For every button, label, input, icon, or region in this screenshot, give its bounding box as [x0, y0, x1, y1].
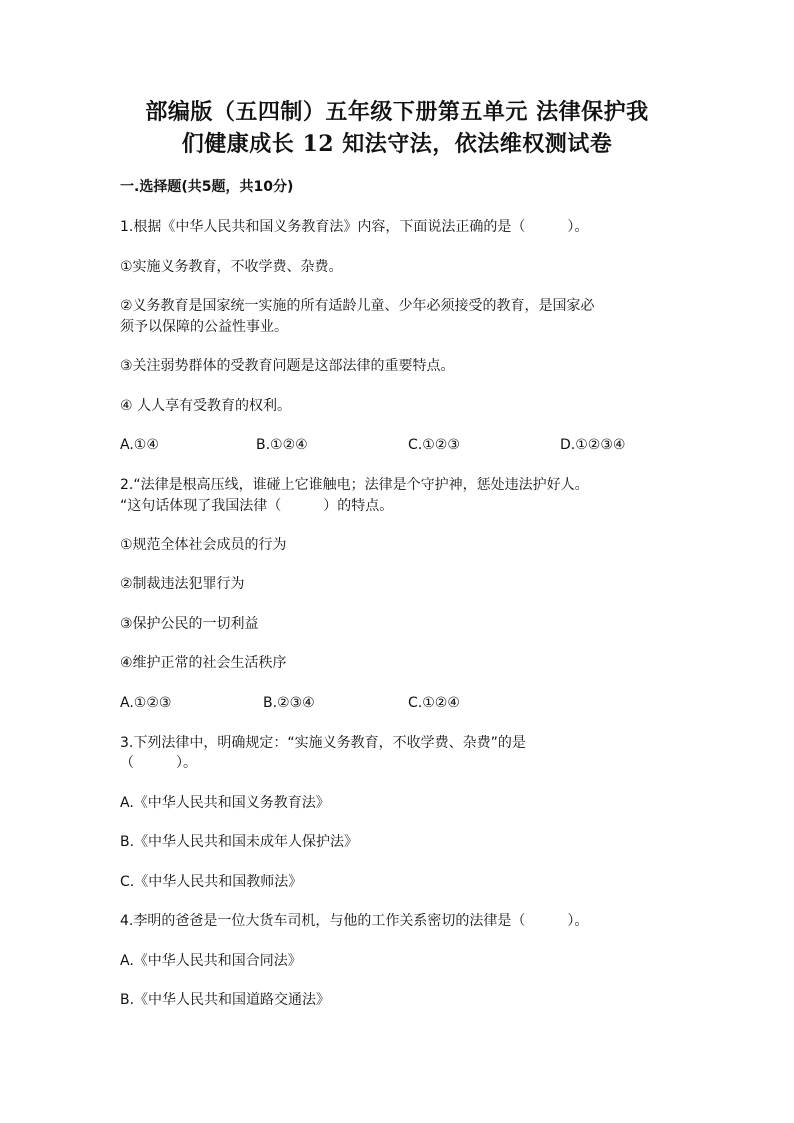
question-3-option-c[interactable]: C.《中华人民共和国教师法》 [120, 874, 303, 890]
question-4-stem: 4.李明的爸爸是一位大货车司机，与他的工作关系密切的法律是（ ）。 [120, 913, 589, 929]
question-2-option-a[interactable]: A.①②③ [120, 695, 172, 711]
question-3-stem-1: 3.下列法律中，明确规定：“实施义务教育，不收学费、杂费”的是 [120, 735, 526, 751]
question-3-stem-2: （ ）。 [120, 755, 197, 771]
section-heading: 一.选择题(共5题，共10分) [120, 179, 294, 195]
question-1-option-a[interactable]: A.①④ [120, 437, 159, 453]
page-title [60, 96, 734, 160]
question-2-stem-1: 2.“法律是根高压线，谁碰上它谁触电；法律是个守护神，惩处违法护好人。 [120, 477, 589, 493]
question-2-stem-2: “这句话体现了我国法律（ ）的特点。 [120, 498, 394, 514]
question-4-option-a[interactable]: A.《中华人民共和国合同法》 [120, 953, 302, 969]
title-line-1: 部编版（五四制）五年级下册第五单元 法律保护我 [145, 99, 649, 125]
question-3-option-b[interactable]: B.《中华人民共和国未成年人保护法》 [120, 834, 359, 850]
question-1-stem: 1.根据《中华人民共和国义务教育法》内容，下面说法正确的是（ ）。 [120, 219, 589, 235]
question-1-item-2: ②义务教育是国家统一实施的所有适龄儿童、少年必须接受的教育，是国家必 [120, 298, 595, 314]
question-1-option-d[interactable]: D.①②③④ [560, 437, 626, 453]
question-1-option-b[interactable]: B.①②④ [256, 437, 308, 453]
question-2-item-1: ①规范全体社会成员的行为 [120, 537, 287, 553]
question-1-item-2-cont: 须予以保障的公益性事业。 [120, 319, 288, 335]
question-2-option-b[interactable]: B.②③④ [263, 695, 315, 711]
question-3-option-a[interactable]: A.《中华人民共和国义务教育法》 [120, 795, 330, 811]
question-2-item-4: ④维护正常的社会生活秩序 [120, 655, 287, 671]
question-2-item-2: ②制裁违法犯罪行为 [120, 576, 245, 592]
question-1-item-3: ③关注弱势群体的受教育问题是这部法律的重要特点。 [120, 358, 455, 374]
question-1-option-c[interactable]: C.①②③ [408, 437, 460, 453]
question-2-item-3: ③保护公民的一切利益 [120, 616, 259, 632]
question-2-option-c[interactable]: C.①②④ [408, 695, 460, 711]
question-4-option-b[interactable]: B.《中华人民共和国道路交通法》 [120, 992, 331, 1008]
question-1-item-1: ①实施义务教育，不收学费、杂费。 [120, 259, 343, 275]
question-1-item-4: ④ 人人享有受教育的权利。 [120, 398, 292, 414]
title-line-2: 们健康成长 12 知法守法，依法维权测试卷 [181, 131, 613, 157]
